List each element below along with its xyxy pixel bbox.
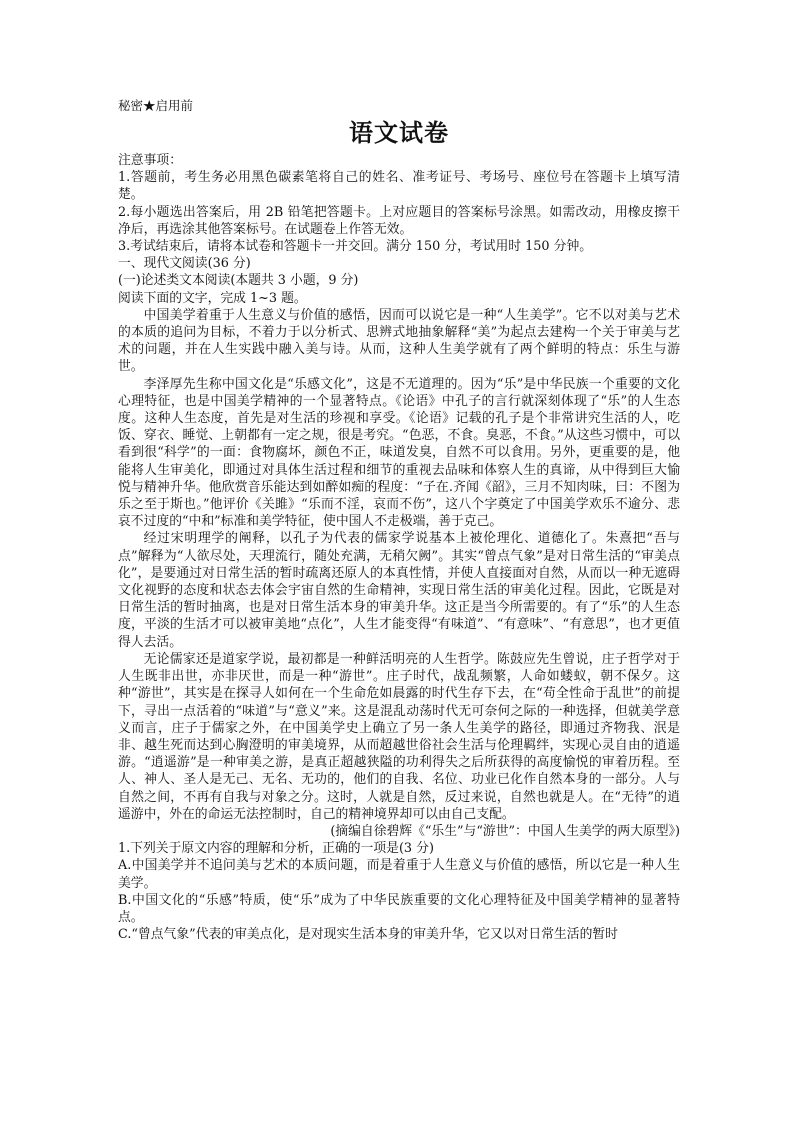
- note-item-3: 3.考试结束后，请将本试卷和答题卡一并交回。满分 150 分，考试用时 150 分钟。: [118, 239, 593, 255]
- note-item-2: 2.每小题选出答案后，用 2B 铅笔把答题卡。上对应题目的答案标号涂黑。如需改动，用橡皮擦干净后，再选涂其他答案标号。在试题卷上作答无效。: [118, 204, 680, 237]
- confidential-label: 秘密★启用前: [118, 98, 194, 113]
- notes-heading: 注意事项：: [118, 153, 182, 168]
- reading-instruction: 阅读下面的文字，完成 1~3 题。: [118, 290, 307, 306]
- passage-paragraph-3: 经过宋明理学的阐释，以孔子为代表的儒家学说基本上被伦理化、道德化了。朱熹把“吾与点”解释为“人欲尽处，天理流行，随处充满，无稍欠阙”。其实“曾点气象”是对日常生活的“审美点化”，是要通过对日常生活的暂时疏离还原人的本真性情，并使人直接面对自然，从而以一种无遮碍文化视野的态度和状态去体会宇宙自然的生命精神，实现日常生活的审美化过程。因此，它既是对日常生活的暂时抽离，也是对日常生活本身的审美升华。这正是当今所需要的。有了“乐”的人生态度，平淡的生活才可以被审美地“点化”，人生才能变得“有味道”、“有意味”、“有意思”，也才更值得人去活。: [118, 531, 680, 650]
- passage-paragraph-4: 无论儒家还是道家学说，最初都是一种鲜活明亮的人生哲学。陈鼓应先生曾说，庄子哲学对于人生既非出世，亦非厌世，而是一种“游世”。庄子时代，战乱频繁，人命如蝼蚁，朝不保夕。这种“游世”，其实是在探寻人如何在一个生命危如晨露的时代生存下去，在“苟全性命于乱世”的前提下，寻出一点活着的“味道”与“意义”来。这是混乱动荡时代无可奈何之际的一种选择，但就美学意义而言，庄子于儒家之外，在中国美学史上确立了另一条人生美学的路径，即通过齐物我、泯是非、越生死而达到心胸澄明的审美境界，从而超越世俗社会生活与伦理羁绊，实现心灵自由的逍遥游。“逍遥游”是一种审美之游，是真正超越狭隘的功利得失之后所获得的高度愉悦的审着历程。至人、神人、圣人是无己、无名、无功的，他们的自我、名位、功业已化作自然本身的一部分。人与自然之间，不再有自我与对象之分。这时，人就是自然，反过来说，自然也就是人。在“无待”的逍遥游中，外在的命运无法控制时，自己的精神境界却可以由自己支配。: [118, 651, 680, 822]
- exam-page: [118, 97, 680, 943]
- page-title: 语文试卷: [349, 118, 449, 147]
- question-1-option-a: A.中国美学并不追问美与艺术的本质问题，而是着重于人生意义与价值的感悟，所以它是一种人生美学。: [118, 858, 680, 891]
- section-subtitle: (一)论述类文本阅读(本题共 3 小题，9 分): [118, 273, 359, 289]
- question-1-option-b: B.中国文化的“乐感”特质，使“乐”成为了中华民族重要的文化心理特征及中国美学精神的显著特点。: [118, 892, 680, 925]
- passage-paragraph-1: 中国美学着重于人生意义与价值的感悟，因而可以说它是一种“人生美学”。它不以对美与艺术的本质的追问为目标，不着力于以分析式、思辨式地抽象解释“美”为起点去建构一个关于审美与艺术的问题，并在人生实践中融入美与诗。从而，这种人生美学就有了两个鲜明的特点：乐生与游世。: [118, 307, 680, 375]
- question-1-stem: 1.下列关于原文内容的理解和分析，正确的一项是(3 分): [118, 841, 434, 857]
- note-item-1: 1.答题前，考生务必用黑色碳素笔将自己的姓名、准考证号、考场号、座位号在答题卡上填写清楚。: [118, 170, 680, 203]
- passage-paragraph-2: 李泽厚先生称中国文化是“乐感文化”，这是不无道理的。因为“乐”是中华民族一个重要的文化心理特征，也是中国美学精神的一个显著特点。《论语》中孔子的言行就深刻体现了“乐”的人生态度。这种人生态度，首先是对生活的珍视和享受。《论语》记载的孔子是个非常讲究生活的人，吃饭、穿衣、睡觉、上朝都有一定之规，很是考究。“色恶，不食。臭恶，不食。”从这些习惯中，可以看到很“科学”的一面：食物腐坏，颜色不正，味道发臭，自然不可以食用。另外，更重要的是，他能将人生审美化，即通过对具体生活过程和细节的重视去品味和体察人生的真谛，从中得到巨大愉悦与精神升华。他欣赏音乐能达到如醉如痴的程度：“子在.齐闻《韶》，三月不知肉味，曰：不图为乐之至于斯也。”他评价《关雎》“乐而不淫，哀而不伤”，这八个字奠定了中国美学欢乐不逾分、悲哀不过度的“中和”标准和美学特征，使中国人不走极端，善于克己。: [118, 376, 680, 530]
- question-1-option-c: C.“曾点气象”代表的审美点化，是对现实生活本身的审美升华，它又以对日常生活的暂时: [118, 927, 618, 943]
- passage-source: (摘编自徐碧辉《“乐生”与“游世”：中国人生美学的两大原型》): [330, 823, 680, 839]
- section-title: 一、现代文阅读(36 分): [118, 256, 251, 272]
